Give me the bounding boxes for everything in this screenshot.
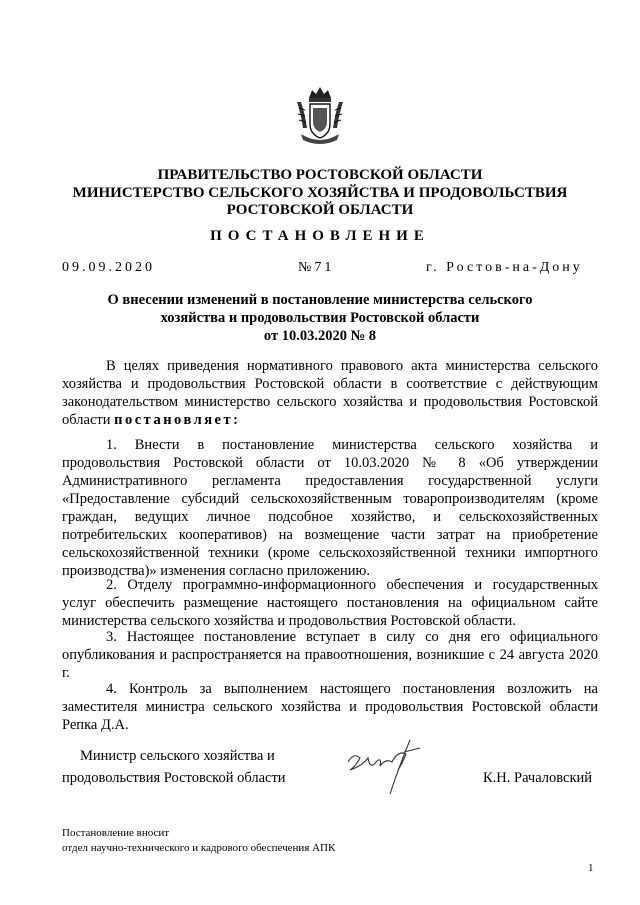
- document-place: г. Ростов-на-Дону: [426, 260, 583, 275]
- footer-line-1: Постановление вносит: [62, 827, 170, 839]
- signatory-position-line-1: Министр сельского хозяйства и: [80, 748, 275, 764]
- document-title-line-3: от 10.03.2020 № 8: [263, 328, 377, 344]
- preamble-keyword: постановляет:: [114, 412, 241, 428]
- document-number: №71: [298, 260, 335, 275]
- document-date: 09.09.2020: [62, 260, 155, 275]
- signatory-position-line-2: продовольствия Ростовской области: [62, 770, 286, 786]
- item-4-paragraph: 4. Контроль за выполнением настоящего постановления возложить на заместителя министра сельского хозяйства и продовольствия Ростовской области Репка Д.А.: [62, 681, 598, 733]
- document-type: ПОСТАНОВЛЕНИЕ: [210, 228, 430, 244]
- page-number: 1: [588, 862, 594, 874]
- document-title-line-2: хозяйства и продовольствия Ростовской области: [160, 310, 480, 326]
- ministry-region: РОСТОВСКОЙ ОБЛАСТИ: [226, 202, 414, 218]
- coat-of-arms-emblem: [295, 84, 345, 146]
- item-2-paragraph: 2. Отделу программно-информационного обеспечения и государственных услуг обеспечить размещение настоящего постановления на официальном сайте министерства сельского хозяйства и продовольствия Ростовской области.: [62, 577, 598, 629]
- preamble-text: В целях приведения нормативного правового акта министерства сельского хозяйства и продовольствия Ростовской области в соответствие с действующим законодательством министерство сельского хозяйства и продовольствия Ростовской области: [62, 358, 598, 428]
- item-1-paragraph: 1. Внести в постановление министерства сельского хозяйства и продовольствия Ростовской области от 10.03.2020 № 8 «Об утверждении Административного регламента предоставления государственной услуги «Предоставление субсидий сельскохозяйственным товаропроизводителям (кроме граждан, ведущих личное подсобное хозяйство, и сельскохозяйственных потребительских кооперативов) на возмещение части затрат на приобретение сельскохозяйственной техники (кроме сельскохозяйственной техники импортного производства)» изменения согласно приложению.: [62, 437, 598, 579]
- handwritten-signature: [340, 736, 430, 798]
- ministry-name: МИНИСТЕРСТВО СЕЛЬСКОГО ХОЗЯЙСТВА И ПРОДОВОЛЬСТВИЯ: [72, 185, 568, 201]
- signatory-name: К.Н. Рачаловский: [483, 770, 593, 786]
- item-3-paragraph: 3. Настоящее постановление вступает в силу со дня его официального опубликования и распространяется на правоотношения, возникшие с 24 августа 2020 г.: [62, 629, 598, 681]
- government-name: ПРАВИТЕЛЬСТВО РОСТОВСКОЙ ОБЛАСТИ: [157, 167, 483, 183]
- footer-line-2: отдел научно-технического и кадрового обеспечения АПК: [62, 842, 336, 854]
- document-title-line-1: О внесении изменений в постановление министерства сельского: [107, 292, 533, 308]
- preamble-paragraph: [62, 357, 598, 429]
